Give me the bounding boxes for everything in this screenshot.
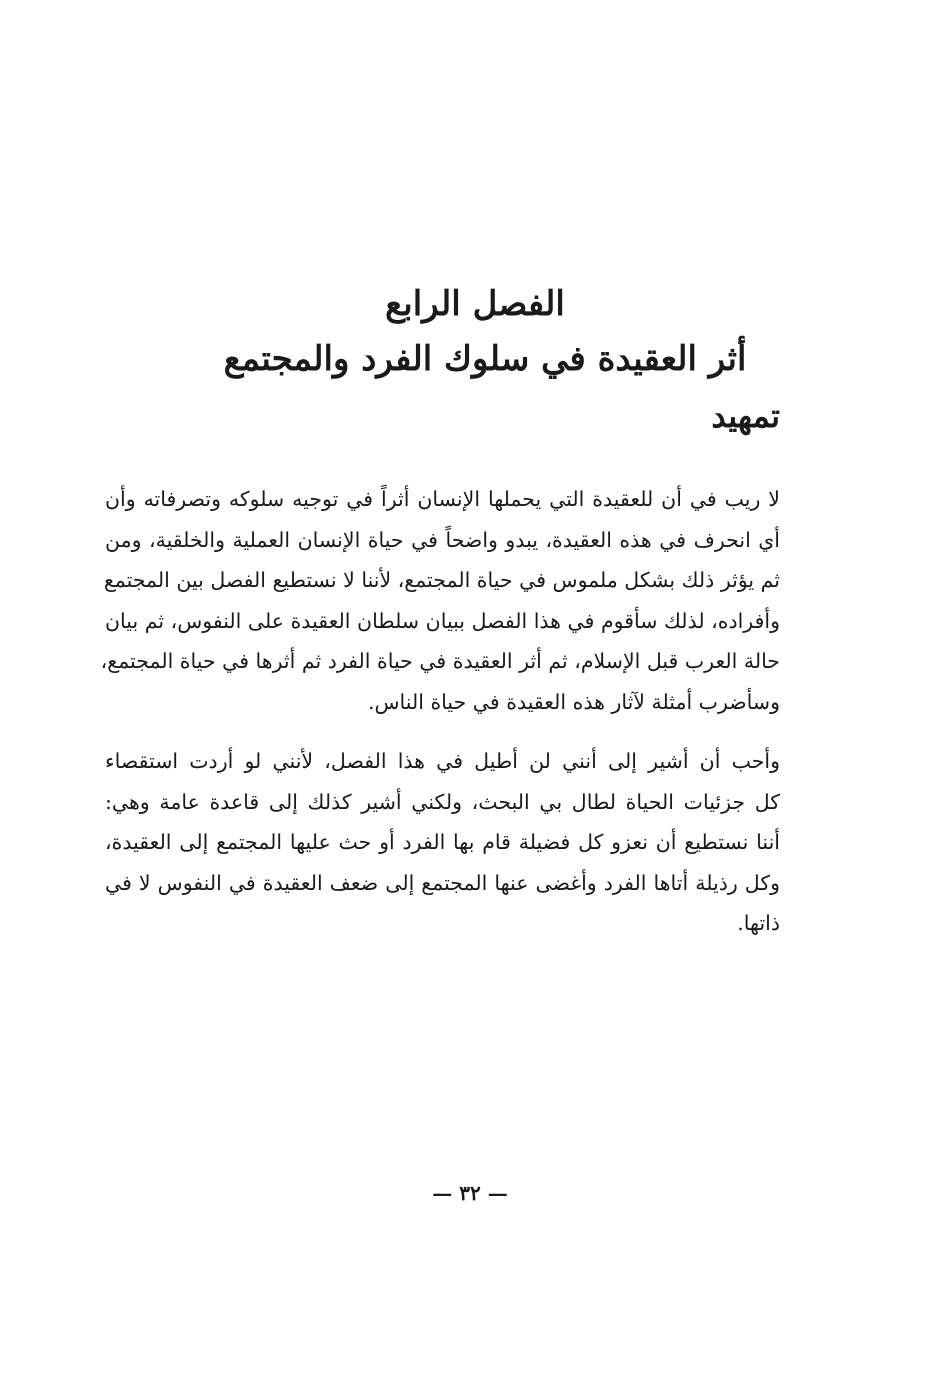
paragraph-line: أي انحرف في هذه العقيدة، يبدو واضحاً في حياة الإنسان العملية والخلقية، ومن bbox=[105, 527, 780, 552]
paragraph-line: وأحب أن أشير إلى أنني لن أطيل في هذا الفصل، لأنني لو أردت استقصاء bbox=[105, 749, 780, 773]
paragraph-line: وكل رذيلة أتاها الفرد وأغضى عنها المجتمع إلى ضعف العقيدة في النفوس لا في bbox=[105, 870, 780, 895]
paragraph-line: كل جزئيات الحياة لطال بي البحث، ولكني أشير كذلك إلى قاعدة عامة وهي: bbox=[105, 789, 780, 814]
paragraph-2 bbox=[105, 741, 780, 944]
paragraph-line: وسأضرب أمثلة لآثار هذه العقيدة في حياة الناس. bbox=[368, 689, 780, 714]
chapter-title: أثر العقيدة في سلوك الفرد والمجتمع bbox=[223, 339, 747, 379]
paragraph-line: حالة العرب قبل الإسلام، ثم أثر العقيدة في حياة الفرد ثم أثرها في حياة المجتمع، bbox=[100, 649, 780, 673]
paragraph-line: أننا نستطيع أن نعزو كل فضيلة قام بها الفرد أو حث عليها المجتمع إلى العقيدة، bbox=[105, 830, 780, 854]
paragraph-line: ذاتها. bbox=[737, 911, 780, 935]
section-heading: تمهيد bbox=[711, 397, 780, 435]
paragraph-line: ثم يؤثر ذلك بشكل ملموس في حياة المجتمع، لأننا لا نستطيع الفصل بين المجتمع bbox=[103, 568, 780, 592]
paragraph-line: وأفراده، لذلك سأقوم في هذا الفصل ببيان سلطان العقيدة على النفوس، ثم بيان bbox=[105, 608, 780, 633]
paragraph-line: لا ريب في أن للعقيدة التي يحملها الإنسان أثراً في توجيه سلوكه وتصرفاته وأن bbox=[105, 487, 780, 511]
page-number: — ٣٢ — bbox=[432, 1181, 508, 1205]
paragraph-1 bbox=[100, 479, 780, 722]
chapter-number-heading: الفصل الرابع bbox=[385, 284, 565, 324]
